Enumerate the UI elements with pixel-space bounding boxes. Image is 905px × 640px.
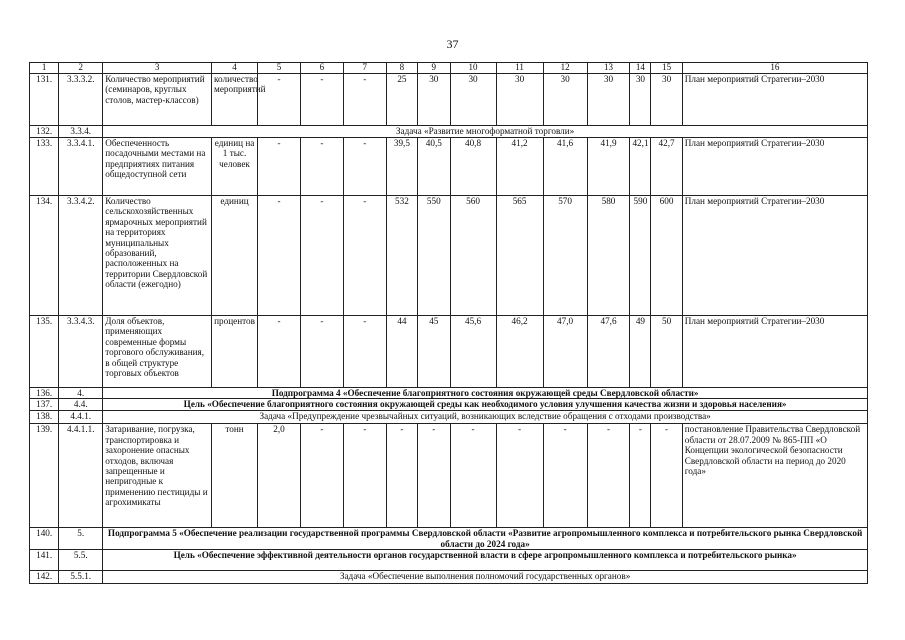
value-cell: 580 <box>587 196 630 316</box>
value-cell: - <box>386 424 417 528</box>
value-cell: 600 <box>651 196 682 316</box>
source-cell: План мероприятий Стратегии–2030 <box>682 316 867 388</box>
row-number-cell: 141. <box>30 550 59 571</box>
table-row <box>30 388 868 399</box>
value-cell: 40,5 <box>418 138 450 196</box>
header-cell: 14 <box>630 63 651 74</box>
table-row <box>30 399 868 411</box>
table-row <box>30 571 868 584</box>
row-number-cell: 139. <box>30 424 59 528</box>
value-cell: - <box>258 316 301 388</box>
row-number-cell: 138. <box>30 411 59 424</box>
row-code-cell: 4.4.1. <box>59 411 103 424</box>
value-cell: 30 <box>496 74 543 126</box>
value-cell: - <box>418 424 450 528</box>
source-cell: План мероприятий Стратегии–2030 <box>682 74 867 126</box>
header-cell: 2 <box>59 63 103 74</box>
header-cell: 15 <box>651 63 682 74</box>
unit-cell: единиц <box>212 196 258 316</box>
value-cell: 30 <box>587 74 630 126</box>
row-code-cell: 4.4.1.1. <box>59 424 103 528</box>
section-title-cell: Цель «Обеспечение эффективной деятельности органов государственной власти в сфере агропромышленного комплекса и потребительского рынка» <box>103 550 868 571</box>
row-code-cell: 3.3.3.2. <box>59 74 103 126</box>
value-cell: 47,6 <box>587 316 630 388</box>
header-cell: 12 <box>543 63 587 74</box>
source-cell: План мероприятий Стратегии–2030 <box>682 196 867 316</box>
value-cell: 42,7 <box>651 138 682 196</box>
value-cell: 30 <box>418 74 450 126</box>
value-cell: - <box>300 138 343 196</box>
value-cell: - <box>343 196 386 316</box>
row-number-cell: 132. <box>30 126 59 138</box>
unit-cell: тонн <box>212 424 258 528</box>
value-cell: - <box>496 424 543 528</box>
value-cell: - <box>300 74 343 126</box>
section-title-cell: Подпрограмма 5 «Обеспечение реализации государственной программы Свердловской области «Развитие агропромышленного комплекса и потребительского рынка Свердловской области до 2024 года» <box>103 528 868 550</box>
table-row <box>30 411 868 424</box>
header-cell: 4 <box>212 63 258 74</box>
row-number-cell: 142. <box>30 571 59 584</box>
page-number: 37 <box>446 37 459 51</box>
value-cell: 39,5 <box>386 138 417 196</box>
row-code-cell: 5.5.1. <box>59 571 103 584</box>
row-number-cell: 135. <box>30 316 59 388</box>
value-cell: 25 <box>386 74 417 126</box>
header-cell: 9 <box>418 63 450 74</box>
header-row <box>30 63 868 74</box>
header-cell: 6 <box>300 63 343 74</box>
table-row <box>30 138 868 196</box>
indicators-table <box>29 62 868 584</box>
table-row <box>30 424 868 528</box>
value-cell: 30 <box>651 74 682 126</box>
row-code-cell: 4.4. <box>59 399 103 411</box>
value-cell: 30 <box>630 74 651 126</box>
row-code-cell: 4. <box>59 388 103 399</box>
value-cell: - <box>258 74 301 126</box>
unit-cell: количество мероприятий <box>212 74 258 126</box>
value-cell: 47,0 <box>543 316 587 388</box>
row-code-cell: 3.3.4.2. <box>59 196 103 316</box>
source-cell: План мероприятий Стратегии–2030 <box>682 138 867 196</box>
section-title-cell: Задача «Предупреждение чрезвычайных ситуаций, возникающих вследствие обращения с отходами производства» <box>103 411 868 424</box>
value-cell: - <box>343 74 386 126</box>
value-cell: 590 <box>630 196 651 316</box>
section-title-cell: Подпрограмма 4 «Обеспечение благоприятного состояния окружающей среды Свердловской области» <box>103 388 868 399</box>
value-cell: 532 <box>386 196 417 316</box>
value-cell: - <box>343 138 386 196</box>
table-row <box>30 196 868 316</box>
table-row <box>30 316 868 388</box>
indicator-name-cell: Доля объектов, применяющих современные формы торгового обслуживания, в общей структуре торговых объектов <box>103 316 212 388</box>
value-cell: - <box>630 424 651 528</box>
value-cell: - <box>258 196 301 316</box>
row-code-cell: 5.5. <box>59 550 103 571</box>
value-cell: 42,1 <box>630 138 651 196</box>
table-row <box>30 126 868 138</box>
section-title-cell: Задача «Обеспечение выполнения полномочий государственных органов» <box>103 571 868 584</box>
unit-cell: единиц на 1 тыс. человек <box>212 138 258 196</box>
value-cell: - <box>543 424 587 528</box>
value-cell: - <box>300 424 343 528</box>
value-cell: 560 <box>450 196 496 316</box>
source-cell: постановление Правительства Свердловской области от 28.07.2009 № 865-ПП «О Концепции экологической безопасности Свердловской области на период до 2020 года» <box>682 424 867 528</box>
row-code-cell: 3.3.4.1. <box>59 138 103 196</box>
header-cell: 1 <box>30 63 59 74</box>
value-cell: 49 <box>630 316 651 388</box>
indicator-name-cell: Количество сельскохозяйственных ярмарочных мероприятий на территориях муниципальных образований, расположенных на территории Свердловской области (ежегодно) <box>103 196 212 316</box>
header-cell: 3 <box>103 63 212 74</box>
unit-cell: процентов <box>212 316 258 388</box>
header-cell: 7 <box>343 63 386 74</box>
header-cell: 8 <box>386 63 417 74</box>
value-cell: 45 <box>418 316 450 388</box>
value-cell: 45,6 <box>450 316 496 388</box>
row-number-cell: 140. <box>30 528 59 550</box>
value-cell: 550 <box>418 196 450 316</box>
section-title-cell: Цель «Обеспечение благоприятного состояния окружающей среды как необходимого условия улучшения качества жизни и здоровья населения» <box>103 399 868 411</box>
value-cell: 50 <box>651 316 682 388</box>
value-cell: 44 <box>386 316 417 388</box>
value-cell: - <box>300 316 343 388</box>
row-number-cell: 133. <box>30 138 59 196</box>
value-cell: - <box>258 138 301 196</box>
header-cell: 11 <box>496 63 543 74</box>
value-cell: 41,2 <box>496 138 543 196</box>
value-cell: 40,8 <box>450 138 496 196</box>
row-number-cell: 134. <box>30 196 59 316</box>
value-cell: 565 <box>496 196 543 316</box>
header-cell: 10 <box>450 63 496 74</box>
value-cell: - <box>343 316 386 388</box>
row-number-cell: 136. <box>30 388 59 399</box>
indicator-name-cell: Затаривание, погрузка, транспортировка и захоронение опасных отходов, включая запрещенные и непригодные к применению пестициды и агрохимикаты <box>103 424 212 528</box>
section-title-cell: Задача «Развитие многоформатной торговли» <box>103 126 868 138</box>
value-cell: - <box>300 196 343 316</box>
table-row <box>30 74 868 126</box>
row-number-cell: 131. <box>30 74 59 126</box>
row-code-cell: 5. <box>59 528 103 550</box>
table-row <box>30 528 868 550</box>
indicator-name-cell: Количество мероприятий (семинаров, круглых столов, мастер-классов) <box>103 74 212 126</box>
value-cell: - <box>651 424 682 528</box>
value-cell: 570 <box>543 196 587 316</box>
row-number-cell: 137. <box>30 399 59 411</box>
header-cell: 5 <box>258 63 301 74</box>
value-cell: 30 <box>543 74 587 126</box>
indicator-name-cell: Обеспеченность посадочными местами на предприятиях питания общедоступной сети <box>103 138 212 196</box>
value-cell: - <box>587 424 630 528</box>
table-row <box>30 550 868 571</box>
value-cell: 41,6 <box>543 138 587 196</box>
value-cell: 41,9 <box>587 138 630 196</box>
value-cell: - <box>343 424 386 528</box>
row-code-cell: 3.3.4.3. <box>59 316 103 388</box>
row-code-cell: 3.3.4. <box>59 126 103 138</box>
header-cell: 13 <box>587 63 630 74</box>
value-cell: 30 <box>450 74 496 126</box>
value-cell: 46,2 <box>496 316 543 388</box>
value-cell: 2,0 <box>258 424 301 528</box>
value-cell: - <box>450 424 496 528</box>
header-cell: 16 <box>682 63 867 74</box>
